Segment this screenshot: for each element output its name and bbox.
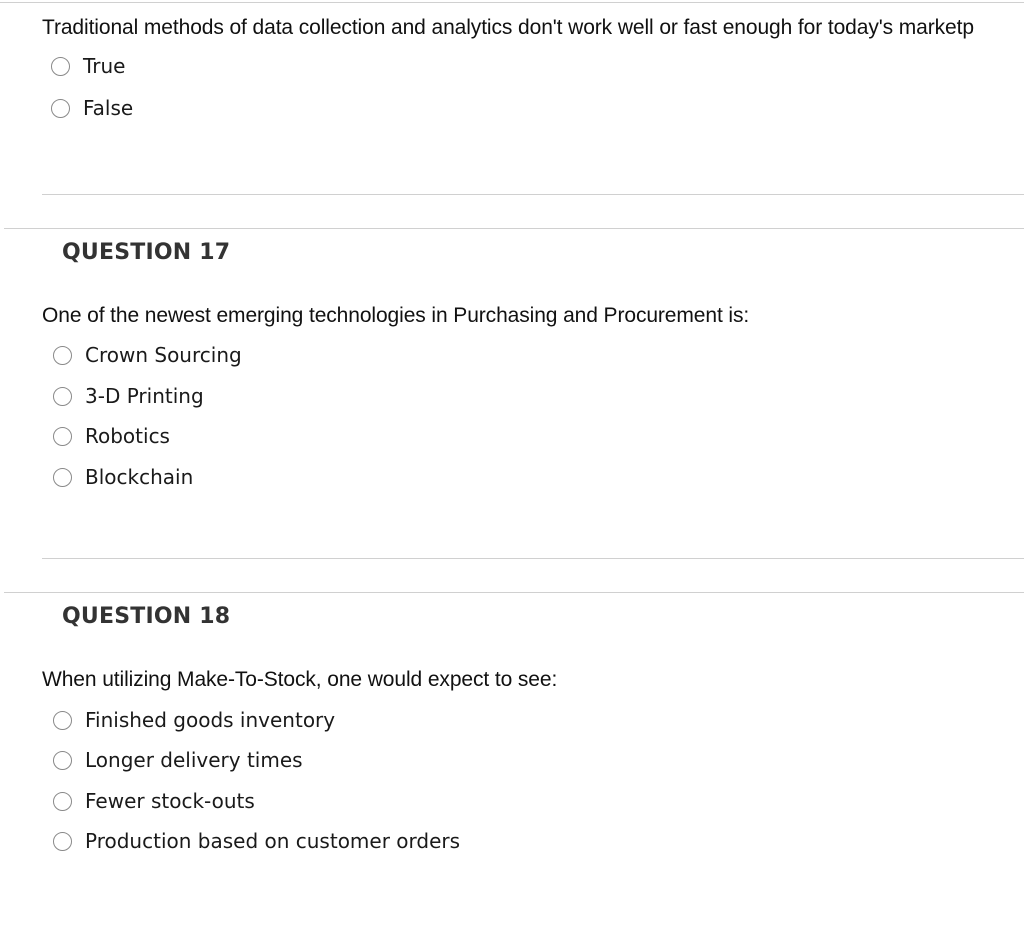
top-divider [0, 2, 1024, 3]
option-label: Robotics [85, 424, 170, 448]
question-18-option-fewer-stockouts[interactable] [53, 786, 255, 816]
option-label: False [83, 96, 134, 120]
option-label: 3-D Printing [85, 384, 204, 408]
question-18-top-divider [4, 592, 1024, 593]
question-17-option-crown-sourcing[interactable] [53, 340, 242, 370]
question-18-option-longer-delivery[interactable] [53, 745, 303, 775]
option-label: Production based on customer orders [85, 829, 461, 853]
option-label: Longer delivery times [85, 748, 303, 772]
radio-button[interactable] [53, 387, 72, 406]
question-17-option-blockchain[interactable] [53, 462, 193, 492]
question-17-option-robotics[interactable] [53, 421, 170, 451]
option-label: Crown Sourcing [85, 343, 242, 367]
question-18-text: When utilizing Make-To-Stock, one would expect to see: [42, 668, 558, 691]
radio-button[interactable] [51, 57, 70, 76]
option-label: Blockchain [85, 465, 194, 489]
radio-button[interactable] [53, 792, 72, 811]
option-label: Finished goods inventory [85, 708, 336, 732]
radio-button[interactable] [53, 832, 72, 851]
question-17-top-divider [4, 228, 1024, 229]
question-18-title: QUESTION 18 [62, 604, 231, 629]
question-16-option-false[interactable] [51, 93, 133, 123]
radio-button[interactable] [53, 711, 72, 730]
question-16-option-true[interactable] [51, 51, 125, 81]
radio-button[interactable] [53, 427, 72, 446]
radio-button[interactable] [51, 99, 70, 118]
option-label: Fewer stock-outs [85, 789, 255, 813]
option-label: True [83, 54, 126, 78]
radio-button[interactable] [53, 751, 72, 770]
question-17-text: One of the newest emerging technologies in Purchasing and Procurement is: [42, 304, 750, 327]
question-18-option-finished-goods[interactable] [53, 705, 335, 735]
question-17-title: QUESTION 17 [62, 240, 231, 265]
question-16-text: Traditional methods of data collection and analytics don't work well or fast enough for today's marketp [42, 16, 974, 39]
question-17-option-3d-printing[interactable] [53, 381, 204, 411]
question-16-bottom-divider [42, 194, 1024, 195]
question-18-option-production-orders[interactable] [53, 826, 460, 856]
radio-button[interactable] [53, 346, 72, 365]
radio-button[interactable] [53, 468, 72, 487]
question-17-bottom-divider [42, 558, 1024, 559]
